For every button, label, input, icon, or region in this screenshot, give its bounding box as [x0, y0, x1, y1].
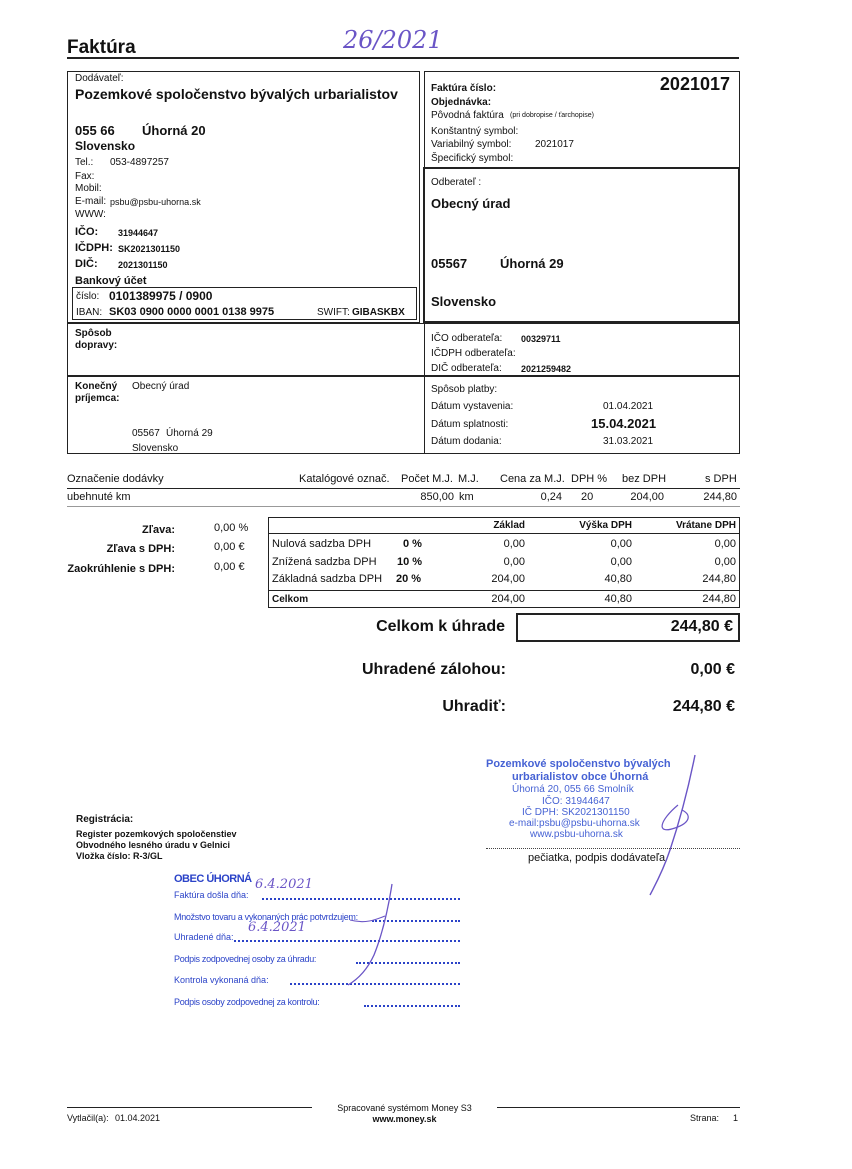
transport-label-2: dopravy:: [75, 340, 118, 351]
recipient-street: Úhorná 29: [166, 428, 213, 439]
recipient-label-2: príjemca:: [75, 393, 120, 404]
supplier-name: Pozemkové spoločenstvo bývalých urbarialistov: [75, 86, 398, 102]
customer-label: Odberateľ :: [431, 177, 482, 188]
stamp-line: IČO: 31944647: [542, 796, 610, 807]
customer-ico-label: IČO odberateľa:: [431, 333, 503, 344]
customer-dic: 2021259482: [521, 364, 572, 374]
recipient-zip: 05567: [132, 428, 160, 439]
vat-row-total: 0,00: [714, 556, 736, 568]
supplier-fax-label: Fax:: [75, 171, 95, 182]
supplier-email-label: E-mail:: [75, 196, 107, 207]
total-due-value: 244,80 €: [670, 618, 733, 635]
vat-row-rate: 20 %: [396, 573, 422, 585]
registration-label: Registrácia:: [76, 814, 134, 825]
stamp-line: IČ DPH: SK2021301150: [522, 807, 630, 818]
vat-row-rate: 0 %: [403, 538, 422, 550]
swift: GIBASKBX: [352, 307, 405, 318]
vat-row-label: Znížená sadzba DPH: [272, 556, 377, 568]
vat-total-vat: 40,80: [604, 593, 632, 605]
handwritten-invoice-number: 26/2021: [343, 26, 443, 54]
customer-country: Slovensko: [431, 294, 497, 309]
item-vat: 20: [581, 491, 594, 503]
paid-date: 6.4.2021: [248, 920, 306, 935]
vat-header-vat: Výška DPH: [579, 520, 632, 531]
vat-row-rate: 10 %: [397, 556, 423, 568]
due-date: 15.04.2021: [591, 416, 657, 431]
supplier-ico: 31944647: [118, 228, 159, 238]
supplier-signature-icon: [620, 750, 710, 900]
account-number-label: číslo:: [76, 291, 100, 302]
issue-date-label: Dátum vystavenia:: [431, 401, 514, 412]
supplier-tel: 053-4897257: [110, 157, 169, 168]
item-unit: km: [459, 491, 474, 503]
control-label: Kontrola vykonaná dňa:: [174, 975, 269, 985]
vat-row-base: 204,00: [491, 573, 525, 585]
customer-dic-label: DIČ odberateľa:: [431, 363, 502, 374]
vat-total-base: 204,00: [491, 593, 525, 605]
page-title: Faktúra: [67, 37, 136, 58]
discount-vat-label: Zľava s DPH:: [106, 543, 175, 555]
customer-ico: 00329711: [521, 334, 561, 344]
items-header-price: Cena za M.J.: [500, 473, 565, 485]
variable-symbol: 2021017: [535, 139, 574, 150]
footer-website: www.money.sk: [372, 1114, 437, 1124]
supplier-www-label: WWW:: [75, 209, 106, 220]
customer-name: Obecný úrad: [431, 196, 511, 211]
items-header-vat: DPH %: [571, 473, 608, 485]
items-header-net: bez DPH: [622, 473, 667, 485]
vat-header-base: Základ: [493, 520, 525, 531]
supplier-icdph: SK2021301150: [118, 244, 181, 254]
advance-paid-label: Uhradené zálohou:: [361, 661, 506, 678]
variable-symbol-label: Variabilný symbol:: [431, 139, 512, 150]
received-date: 6.4.2021: [255, 877, 313, 892]
original-invoice-label: Pôvodná faktúra: [431, 110, 504, 121]
supplier-mobil-label: Mobil:: [75, 183, 102, 194]
supplier-tel-label: Tel.:: [75, 157, 94, 168]
item-net: 204,00: [630, 491, 664, 503]
printed-date: 01.04.2021: [115, 1113, 161, 1123]
vat-row-total: 0,00: [714, 538, 736, 550]
registration-line: Vložka číslo: R-3/GL: [76, 851, 163, 861]
printed-label: Vytlačil(a):: [67, 1113, 109, 1123]
vat-total-label: Celkom: [272, 594, 309, 605]
confirm-label: Množstvo tovaru a vykonaných prác potvrdzujem:: [174, 912, 358, 922]
items-header-name: Označenie dodávky: [67, 473, 164, 485]
registration-line: Obvodného lesného úradu v Gelnici: [76, 840, 231, 850]
advance-paid-value: 0,00 €: [690, 661, 735, 678]
supplier-email: psbu@psbu-uhorna.sk: [110, 197, 201, 207]
page-number: 1: [733, 1113, 739, 1123]
control-sign-label: Podpis osoby zodpovednej za kontrolu:: [174, 997, 320, 1007]
to-pay-label: Uhradiť:: [442, 698, 506, 715]
paid-label: Uhradené dňa:: [174, 932, 234, 942]
vat-row-total: 244,80: [702, 573, 736, 585]
stamp-line: urbarialistov obce Úhorná: [512, 771, 649, 783]
vat-row-vat: 0,00: [610, 556, 632, 568]
customer-icdph-label: IČDPH odberateľa:: [431, 348, 516, 359]
footer-system: Spracované systémom Money S3: [337, 1103, 472, 1113]
items-header-gross: s DPH: [705, 473, 737, 485]
office-stamp-title: OBEC ÚHORNÁ: [174, 873, 252, 885]
delivery-date: 31.03.2021: [603, 436, 654, 447]
vat-row-vat: 0,00: [610, 538, 632, 550]
vat-total-total: 244,80: [702, 593, 736, 605]
office-signature-icon: [330, 880, 410, 990]
supplier-country: Slovensko: [75, 139, 136, 153]
supplier-zip: 055 66: [75, 123, 115, 138]
vat-row-label: Nulová sadzba DPH: [272, 538, 372, 550]
account-number: 0101389975 / 0900: [109, 289, 213, 303]
vat-header-rule: [268, 533, 740, 534]
title-rule: [67, 57, 739, 59]
vat-total-rule: [268, 590, 740, 591]
delivery-date-label: Dátum dodania:: [431, 436, 502, 447]
discount-value: 0,00 %: [214, 522, 249, 534]
footer-left-rule: [67, 1107, 312, 1108]
vat-row-base: 0,00: [503, 556, 525, 568]
transport-label-1: Spôsob: [75, 328, 112, 339]
item-price: 0,24: [540, 491, 562, 503]
items-bottom-rule: [67, 506, 740, 507]
swift-label: SWIFT:: [317, 307, 350, 318]
vat-row-base: 0,00: [503, 538, 525, 550]
original-invoice-note: (pri dobropise / ťarchopise): [510, 112, 594, 119]
order-label: Objednávka:: [431, 97, 492, 108]
rounding-value: 0,00 €: [214, 561, 245, 573]
due-date-label: Dátum splatnosti:: [431, 419, 509, 430]
to-pay-value: 244,80 €: [672, 698, 735, 715]
received-label: Faktúra došla dňa:: [174, 890, 249, 900]
registration-line: Register pozemkových spoločenstiev: [76, 829, 237, 839]
items-header-rule: [67, 488, 740, 489]
total-due-label: Celkom k úhrade: [376, 618, 505, 635]
page-label: Strana:: [690, 1113, 720, 1123]
vat-row-label: Základná sadzba DPH: [272, 573, 383, 585]
supplier-dic: 2021301150: [118, 260, 168, 270]
iban: SK03 0900 0000 0001 0138 9975: [109, 306, 275, 318]
recipient-country: Slovensko: [132, 443, 179, 454]
supplier-street: Úhorná 20: [142, 123, 206, 138]
discount-vat-value: 0,00 €: [214, 541, 245, 553]
iban-label: IBAN:: [76, 307, 103, 318]
vat-row-vat: 40,80: [604, 573, 632, 585]
item-gross: 244,80: [703, 491, 737, 503]
constant-symbol-label: Konštantný symbol:: [431, 126, 519, 137]
item-qty: 850,00: [420, 491, 454, 503]
customer-zip: 05567: [431, 256, 468, 271]
invoice-number-label: Faktúra číslo:: [431, 83, 497, 94]
item-name: ubehnuté km: [67, 491, 131, 503]
supplier-ico-label: IČO:: [75, 226, 99, 238]
stamp-line: www.psbu-uhorna.sk: [530, 829, 623, 840]
transport-ids-box: [67, 323, 740, 376]
stamp-line: Úhorná 20, 055 66 Smolník: [512, 784, 634, 795]
items-header-unit: M.J.: [458, 473, 479, 485]
payment-method-label: Spôsob platby:: [431, 384, 498, 395]
issue-date: 01.04.2021: [603, 401, 654, 412]
customer-street: Úhorná 29: [500, 256, 564, 271]
vat-header-total: Vrátane DPH: [675, 520, 736, 531]
rounding-label: Zaokrúhlenie s DPH:: [67, 563, 175, 575]
discount-label: Zľava:: [142, 524, 175, 536]
footer-right-rule: [497, 1107, 740, 1108]
bank-account-label: Bankový účet: [75, 275, 147, 287]
signature-label: pečiatka, podpis dodávateľa: [528, 852, 666, 864]
supplier-icdph-label: IČDPH:: [75, 242, 113, 254]
stamp-line: e-mail:psbu@psbu-uhorna.sk: [509, 818, 640, 829]
recipient-label-1: Konečný: [75, 381, 118, 392]
recipient-name: Obecný úrad: [132, 381, 190, 392]
supplier-label: Dodávateľ:: [75, 73, 124, 84]
signature-rule: [486, 848, 740, 849]
items-header-qty: Počet M.J.: [401, 473, 453, 485]
invoice-number: 2021017: [659, 74, 730, 94]
items-header-catalog: Katalógové označ.: [299, 473, 390, 485]
specific-symbol-label: Špecifický symbol:: [431, 153, 514, 164]
supplier-dic-label: DIČ:: [75, 258, 98, 270]
payment-sign-label: Podpis zodpovednej osoby za úhradu:: [174, 954, 317, 964]
stamp-line: Pozemkové spoločenstvo bývalých: [486, 758, 671, 770]
